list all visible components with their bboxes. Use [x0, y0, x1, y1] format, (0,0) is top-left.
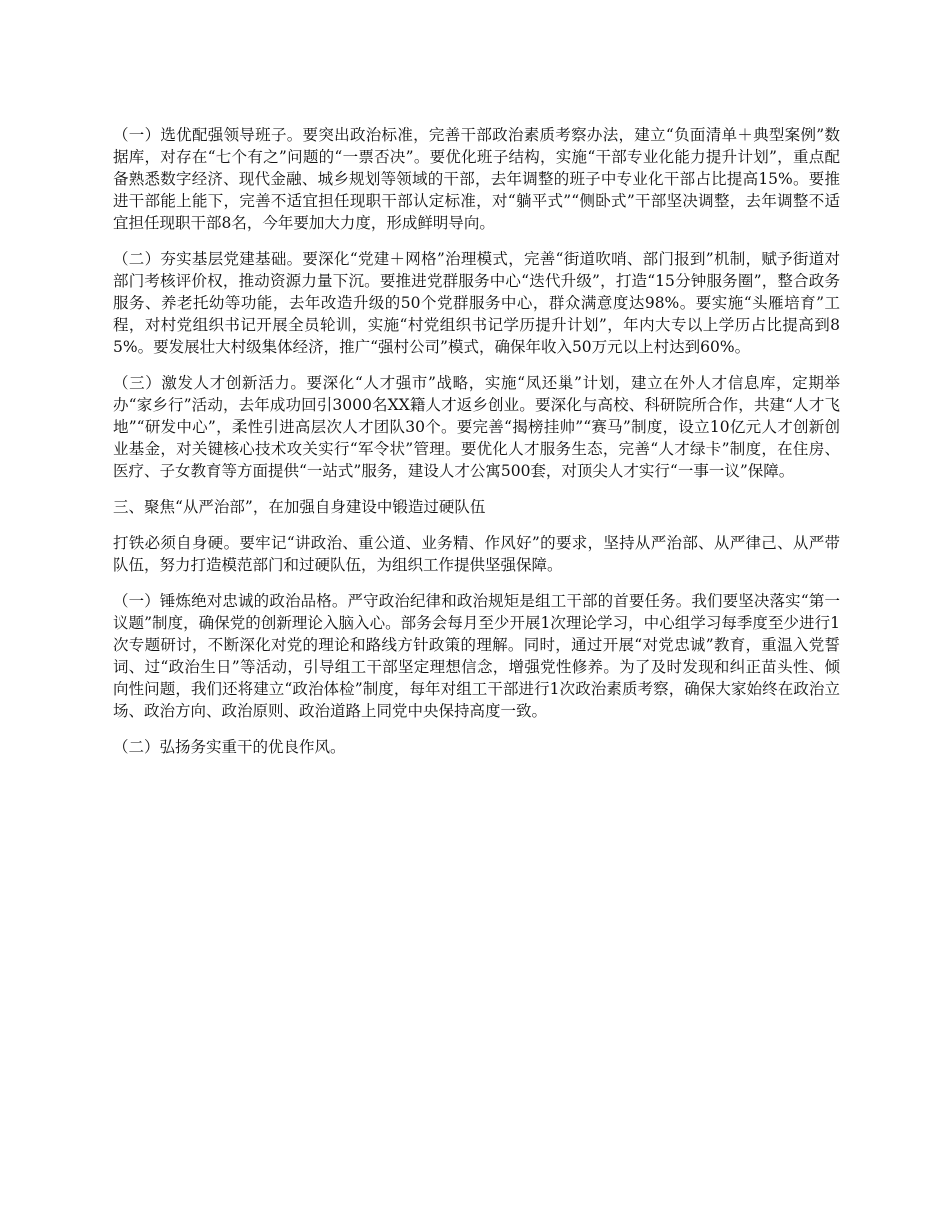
paragraph-grassroots-party-building: （二）夯实基层党建基础。要深化“党建＋网格”治理模式，完善“街道吹哨、部门报到”机制，赋予街道对部门考核评价权，推动资源力量下沉。要推进党群服务中心“迭代升级”，打造“15分钟服务圈”，整合政务服务、养老托幼等功能，去年改造升级的50个党群服务中心，群众满意度达98%。要实施“头雁培育”工程，对村党组织书记开展全员轮训，实施“村党组织书记学历提升计划”，年内大专以上学历占比提高到85%。要发展壮大村级集体经济，推广“强村公司”模式，确保年收入50万元以上村达到60%。 — [113, 250, 840, 356]
paragraph-leadership-team: （一）选优配强领导班子。要突出政治标准，完善干部政治素质考察办法，建立“负面清单＋典型案例”数据库，对存在“七个有之”问题的“一票否决”。要优化班子结构，实施“干部专业化能力提升计划”，重点配备熟悉数字经济、现代金融、城乡规划等领域的干部，去年调整的班子中专业化干部占比提高15%。要推进干部能上能下，完善不适宜担任现职干部认定标准，对“躺平式”“侧卧式”干部坚决调整，去年调整不适宜担任现职干部8名，今年要加大力度，形成鲜明导向。 — [113, 126, 840, 232]
paragraph-self-discipline: 打铁必须自身硬。要牢记“讲政治、重公道、业务精、作风好”的要求，坚持从严治部、从严律己、从严带队伍，努力打造模范部门和过硬队伍，为组织工作提供坚强保障。 — [113, 534, 840, 574]
paragraph-practical-style: （二）弘扬务实重干的优良作风。 — [113, 738, 346, 756]
paragraph-talent-innovation: （三）激发人才创新活力。要深化“人才强市”战略，实施“凤还巢”计划，建立在外人才信息库，定期举办“家乡行”活动，去年成功回引3000名XX籍人才返乡创业。要深化与高校、科研院所合作，共建“人才飞地”“研发中心”，柔性引进高层次人才团队30个。要完善“揭榜挂帅”“赛马”制度，设立10亿元人才创新创业基金，对关键核心技术攻关实行“军令状”管理。要优化人才服务生态，完善“人才绿卡”制度，在住房、医疗、子女教育等方面提供“一站式”服务，建设人才公寓500套，对顶尖人才实行“一事一议”保障。 — [113, 374, 840, 480]
section-heading-strict-governance: 三、聚焦“从严治部”，在加强自身建设中锻造过硬队伍 — [113, 498, 486, 516]
document-body — [113, 124, 840, 772]
paragraph-political-loyalty: （一）锤炼绝对忠诚的政治品格。严守政治纪律和政治规矩是组工干部的首要任务。我们要坚决落实“第一议题”制度，确保党的创新理论入脑入心。部务会每月至少开展1次理论学习，中心组学习每季度至少进行1次专题研讨，不断深化对党的理论和路线方针政策的理解。同时，通过开展“对党忠诚”教育，重温入党誓词、过“政治生日”等活动，引导组工干部坚定理想信念，增强党性修养。为了及时发现和纠正苗头性、倾向性问题，我们还将建立“政治体检”制度，每年对组工干部进行1次政治素质考察，确保大家始终在政治立场、政治方向、政治原则、政治道路上同党中央保持高度一致。 — [113, 592, 840, 720]
